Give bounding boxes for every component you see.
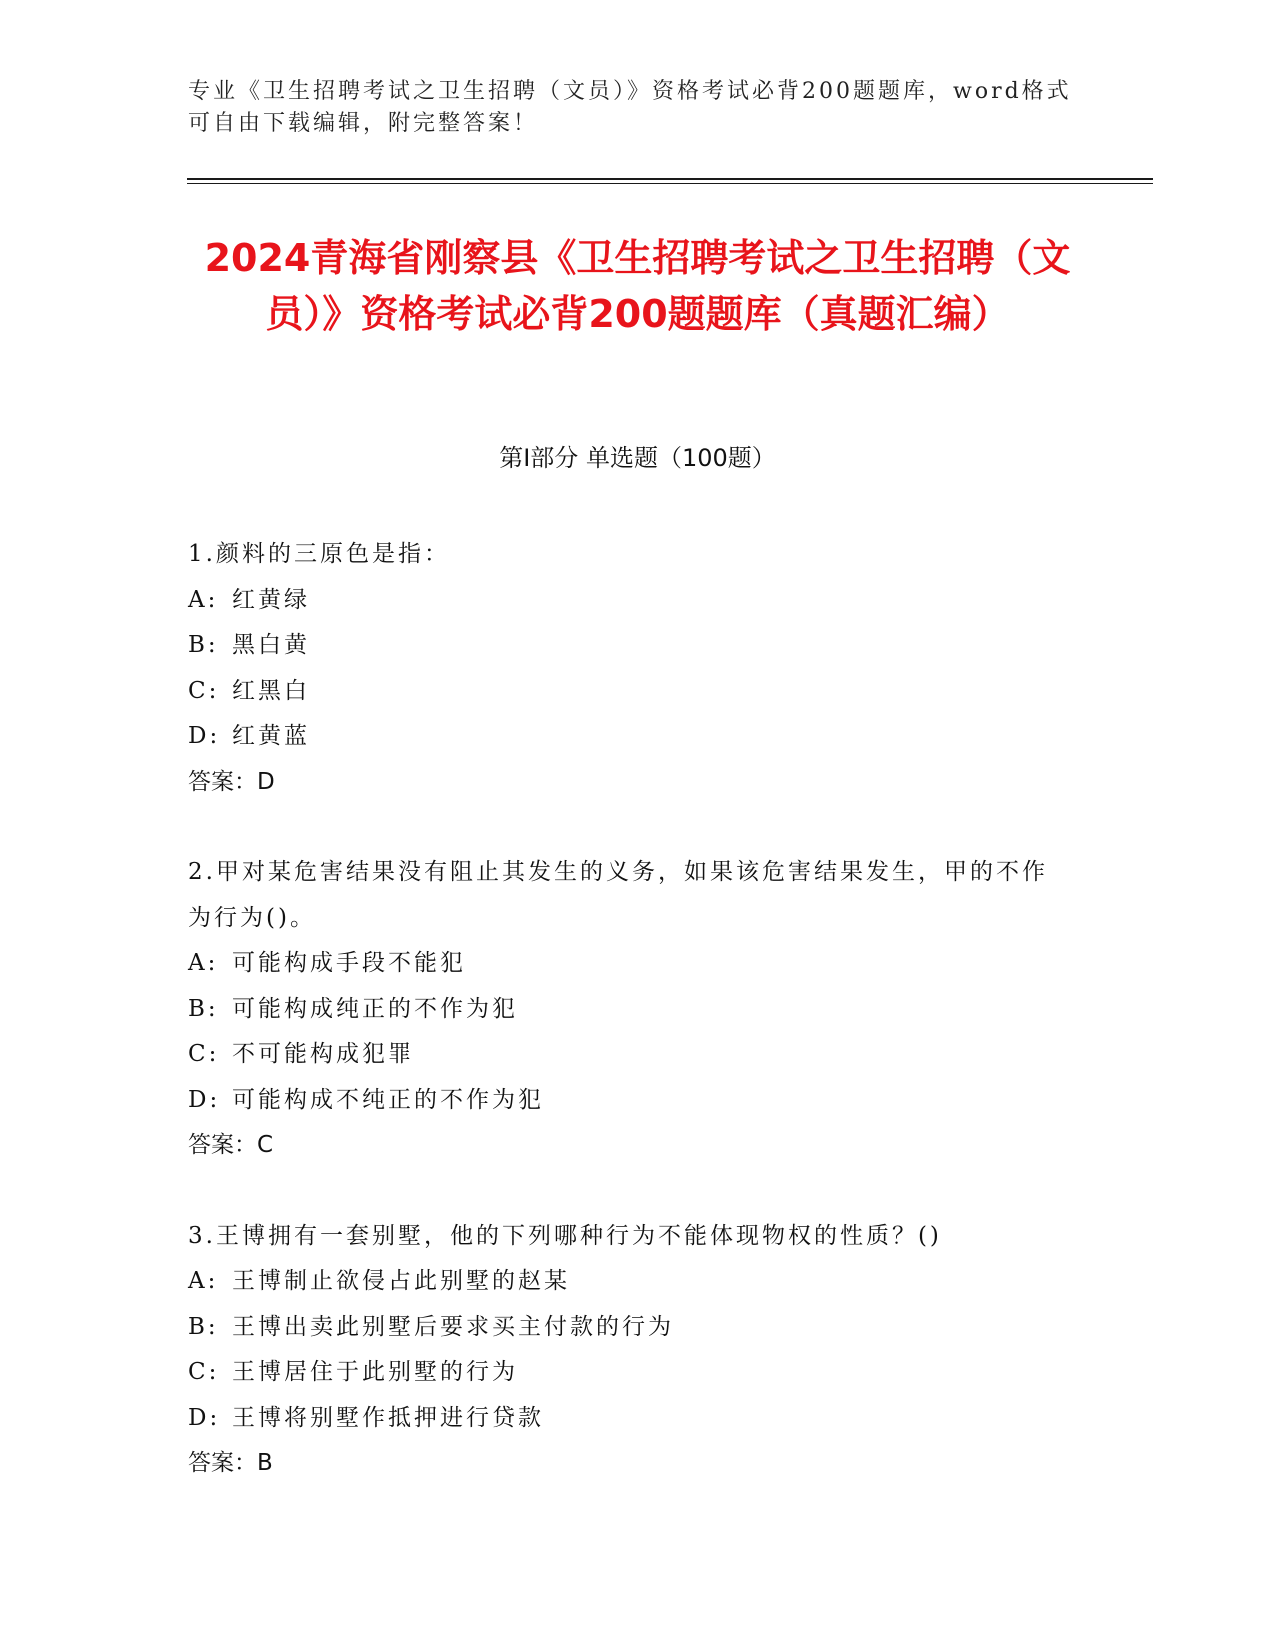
option-key: B:: [188, 1313, 219, 1340]
option-key: D:: [188, 723, 221, 749]
option-key: A:: [188, 1268, 219, 1294]
option-c: [188, 1350, 1068, 1396]
answer-value: B: [257, 1450, 273, 1476]
option-key: B:: [188, 995, 219, 1022]
option-text: 可能构成手段不能犯: [232, 950, 466, 976]
option-b: [188, 623, 1068, 669]
option-b: [188, 1305, 1068, 1351]
section-title: 第I部分 单选题（100题）: [499, 444, 776, 472]
option-b: [188, 987, 1068, 1033]
option-text: 王博出卖此别墅后要求买主付款的行为: [232, 1313, 674, 1340]
option-text: 王博居住于此别墅的行为: [232, 1359, 518, 1385]
option-a: [188, 941, 1068, 987]
option-text: 红黄绿: [232, 586, 310, 613]
document-title: 2024青海省刚察县《卫生招聘考试之卫生招聘（文员）》资格考试必背200题题库（真题汇编）: [204, 236, 1071, 336]
question-stem: 2.甲对某危害结果没有阻止其发生的义务，如果该危害结果发生，甲的不作为行为()。: [188, 859, 1048, 931]
option-c: [188, 1032, 1068, 1078]
answer-line: [188, 760, 1068, 806]
option-c: [188, 669, 1068, 715]
option-key: D:: [188, 1086, 221, 1113]
question-list: [188, 532, 1068, 1532]
option-d: [188, 1078, 1068, 1124]
option-text: 黑白黄: [232, 632, 310, 658]
header-divider-thick: [187, 178, 1153, 180]
intro-text: 专业《卫生招聘考试之卫生招聘（文员）》资格考试必背200题题库，word格式可自由下载编辑，附完整答案！: [188, 79, 1072, 136]
option-text: 不可能构成犯罪: [232, 1041, 414, 1067]
option-key: C:: [188, 677, 220, 704]
option-text: 王博将别墅作抵押进行贷款: [232, 1404, 544, 1431]
question-2: [188, 850, 1068, 1169]
answer-value: D: [257, 768, 275, 795]
answer-label: 答案：: [188, 1450, 257, 1476]
option-key: A:: [188, 950, 219, 976]
option-key: C:: [188, 1359, 220, 1385]
question-1: [188, 532, 1068, 805]
option-text: 可能构成纯正的不作为犯: [232, 995, 518, 1022]
question-stem: 1.颜料的三原色是指：: [188, 541, 450, 567]
header-divider-thin: [187, 183, 1153, 184]
question-stem: 3.王博拥有一套别墅，他的下列哪种行为不能体现物权的性质？(): [188, 1222, 942, 1249]
option-a: [188, 578, 1068, 624]
option-a: [188, 1259, 1068, 1305]
option-d: [188, 714, 1068, 760]
option-text: 红黑白: [232, 677, 310, 704]
option-key: C:: [188, 1041, 220, 1067]
answer-value: C: [257, 1132, 274, 1158]
question-3: [188, 1214, 1068, 1487]
option-key: B:: [188, 632, 219, 658]
option-key: A:: [188, 586, 219, 613]
option-text: 王博制止欲侵占此别墅的赵某: [232, 1268, 570, 1294]
answer-line: [188, 1123, 1068, 1169]
option-text: 可能构成不纯正的不作为犯: [232, 1086, 544, 1113]
option-key: D:: [188, 1404, 221, 1431]
answer-label: 答案：: [188, 768, 257, 795]
option-d: [188, 1396, 1068, 1442]
option-text: 红黄蓝: [232, 723, 310, 749]
answer-line: [188, 1441, 1068, 1487]
answer-label: 答案：: [188, 1132, 257, 1158]
